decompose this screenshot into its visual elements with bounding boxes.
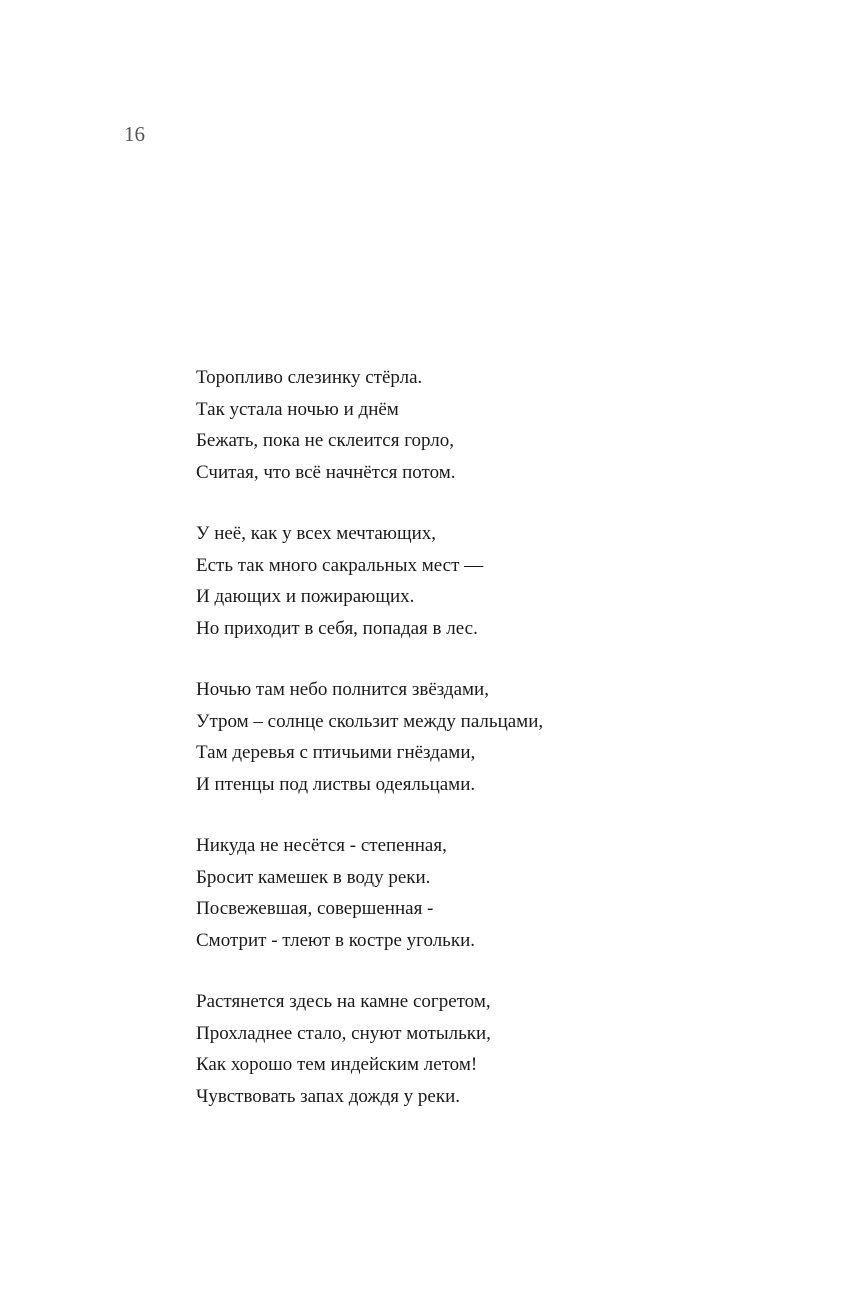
stanza-5 <box>196 986 796 1112</box>
poem-line: Но приходит в себя, попадая в лес. <box>196 617 478 639</box>
poem-line: Торопливо слезинку стёрла. <box>196 367 423 388</box>
page-number: 16 <box>124 122 145 146</box>
poem-line: Посвежевшая, совершенная - <box>196 898 434 919</box>
poem-line: У неё, как у всех мечтающих, <box>196 523 437 544</box>
stanza-4 <box>196 830 796 956</box>
poem-line: И птенцы под листвы одеяльцами. <box>196 773 476 795</box>
poem-line: Считая, что всё начнётся потом. <box>196 461 456 483</box>
poem-line: Прохладнее стало, снуют мотыльки, <box>196 1022 491 1044</box>
poem-line: Чувствовать запах дождя у реки. <box>196 1085 461 1107</box>
poem-line: Утром – солнце скользит между пальцами, <box>196 710 544 732</box>
poem <box>196 362 796 1142</box>
poem-line: Бежать, пока не склеится горло, <box>196 430 455 451</box>
poem-line: Ночью там небо полнится звёздами, <box>196 679 489 700</box>
poem-line: Растянется здесь на камне согретом, <box>196 991 491 1012</box>
stanza-3 <box>196 674 796 800</box>
poem-line: Так устала ночью и днём <box>196 398 399 420</box>
poem-line: Никуда не несётся - степенная, <box>196 835 447 856</box>
poem-line: И дающих и пожирающих. <box>196 586 415 607</box>
poem-line: Есть так много сакральных мест — <box>196 554 484 576</box>
poem-line: Там деревья с птичьими гнёздами, <box>196 742 476 763</box>
stanza-1 <box>196 362 796 488</box>
poem-line: Как хорошо тем индейским летом! <box>196 1054 478 1075</box>
poem-line: Смотрит - тлеют в костре угольки. <box>196 929 475 951</box>
poem-line: Бросит камешек в воду реки. <box>196 866 431 888</box>
stanza-2 <box>196 518 796 644</box>
